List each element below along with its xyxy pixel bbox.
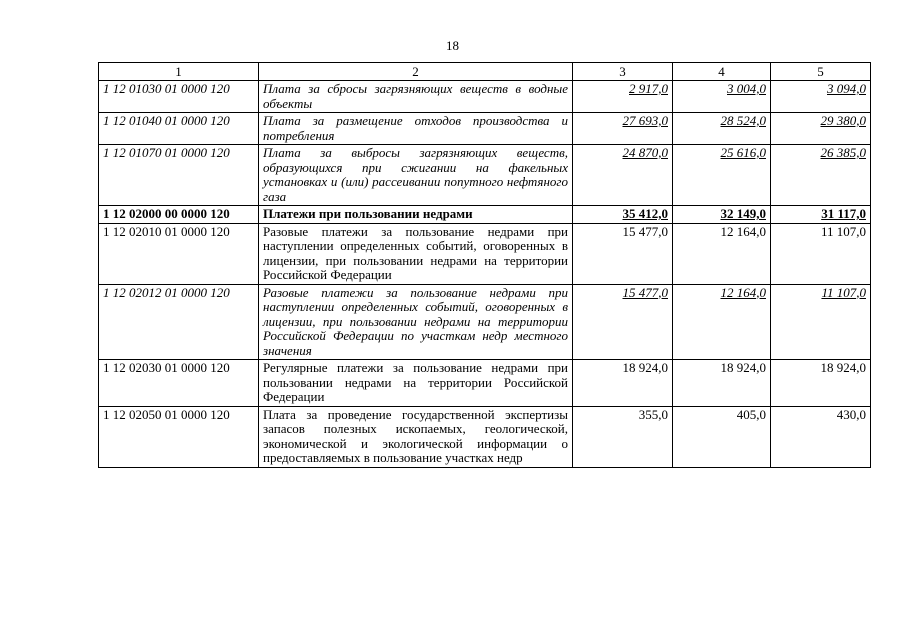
- description-cell: Платежи при пользовании недрами: [259, 206, 573, 224]
- value-cell: 430,0: [771, 406, 871, 467]
- description-cell: Плата за размещение отходов производства и потребления: [259, 113, 573, 145]
- table-row: [99, 406, 871, 467]
- value-cell: 355,0: [573, 406, 673, 467]
- description-cell: Плата за сбросы загрязняющих веществ в водные объекты: [259, 81, 573, 113]
- column-header: 1: [99, 63, 259, 81]
- table-header-row: [99, 63, 871, 81]
- budget-code-cell: 1 12 02030 01 0000 120: [99, 360, 259, 407]
- column-header: 5: [771, 63, 871, 81]
- table-row: [99, 113, 871, 145]
- description-cell: Разовые платежи за пользование недрами при наступлении определенных событий, оговоренных в лицензии, при пользовании недрами на территории Российской Федерации по участкам недр местного значения: [259, 284, 573, 360]
- value-cell: 18 924,0: [573, 360, 673, 407]
- table-row: [99, 145, 871, 206]
- description-cell: Разовые платежи за пользование недрами при наступлении определенных событий, оговоренных в лицензии, при пользовании недрами на территории Российской Федерации: [259, 223, 573, 284]
- table-row: [99, 284, 871, 360]
- value-cell: 29 380,0: [771, 113, 871, 145]
- column-header: 4: [673, 63, 771, 81]
- value-cell: 18 924,0: [673, 360, 771, 407]
- table-row: [99, 360, 871, 407]
- budget-code-cell: 1 12 01070 01 0000 120: [99, 145, 259, 206]
- value-cell: 405,0: [673, 406, 771, 467]
- table-row: [99, 206, 871, 224]
- budget-code-cell: 1 12 02010 01 0000 120: [99, 223, 259, 284]
- value-cell: 31 117,0: [771, 206, 871, 224]
- description-cell: Регулярные платежи за пользование недрами при пользовании недрами на территории Российской Федерации: [259, 360, 573, 407]
- budget-code-cell: 1 12 02000 00 0000 120: [99, 206, 259, 224]
- budget-code-cell: 1 12 02050 01 0000 120: [99, 406, 259, 467]
- budget-code-cell: 1 12 01040 01 0000 120: [99, 113, 259, 145]
- table-row: [99, 81, 871, 113]
- value-cell: 2 917,0: [573, 81, 673, 113]
- value-cell: 3 004,0: [673, 81, 771, 113]
- value-cell: 3 094,0: [771, 81, 871, 113]
- value-cell: 11 107,0: [771, 284, 871, 360]
- value-cell: 26 385,0: [771, 145, 871, 206]
- value-cell: 18 924,0: [771, 360, 871, 407]
- value-cell: 35 412,0: [573, 206, 673, 224]
- page-number: 18: [446, 38, 459, 53]
- budget-code-cell: 1 12 01030 01 0000 120: [99, 81, 259, 113]
- value-cell: 12 164,0: [673, 284, 771, 360]
- budget-table: [98, 62, 871, 468]
- value-cell: 28 524,0: [673, 113, 771, 145]
- value-cell: 25 616,0: [673, 145, 771, 206]
- value-cell: 32 149,0: [673, 206, 771, 224]
- budget-code-cell: 1 12 02012 01 0000 120: [99, 284, 259, 360]
- value-cell: 15 477,0: [573, 223, 673, 284]
- description-cell: Плата за проведение государственной экспертизы запасов полезных ископаемых, геологической, экономической и экологической информации о предоставляемых в пользование участках недр: [259, 406, 573, 467]
- value-cell: 15 477,0: [573, 284, 673, 360]
- table-row: [99, 223, 871, 284]
- column-header: 2: [259, 63, 573, 81]
- value-cell: 24 870,0: [573, 145, 673, 206]
- value-cell: 27 693,0: [573, 113, 673, 145]
- description-cell: Плата за выбросы загрязняющих веществ, образующихся при сжигании на факельных установках и (или) рассеивании попутного нефтяного газа: [259, 145, 573, 206]
- value-cell: 12 164,0: [673, 223, 771, 284]
- value-cell: 11 107,0: [771, 223, 871, 284]
- column-header: 3: [573, 63, 673, 81]
